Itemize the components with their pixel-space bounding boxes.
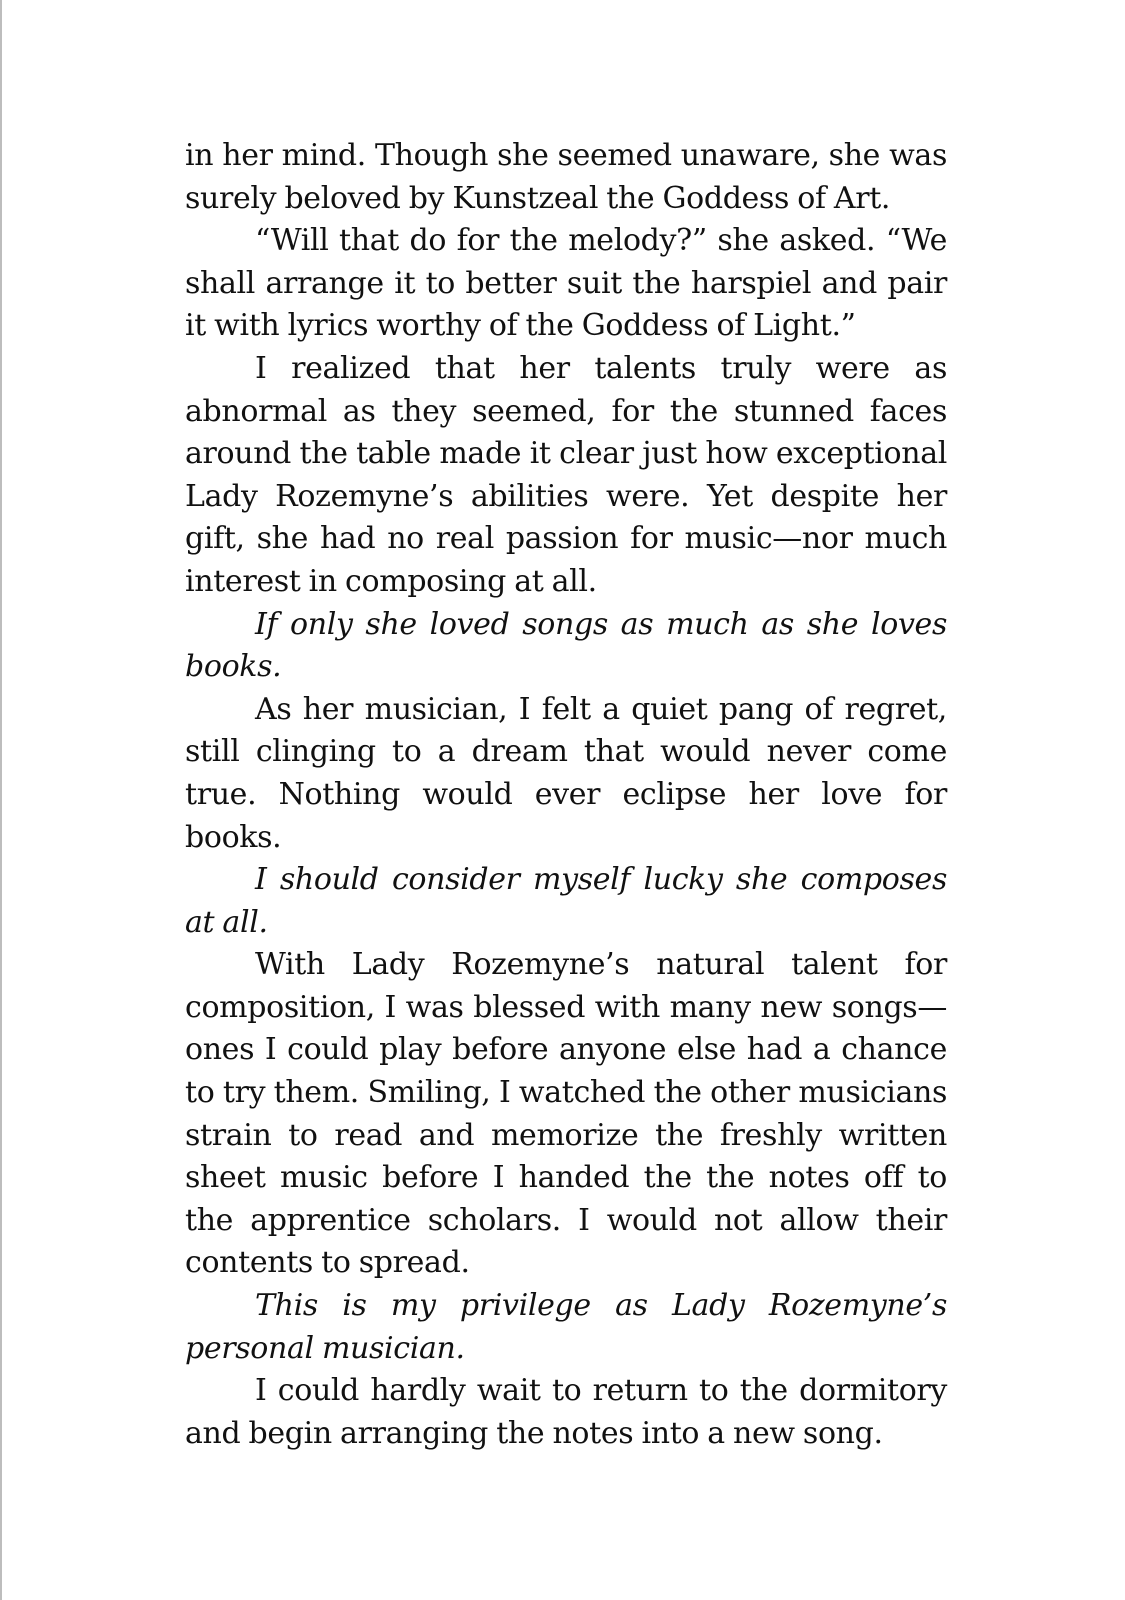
paragraph-5: With Lady Rozemyne’s natural talent for composition, I was blessed with many new songs—ones I could play before anyone else had a chance to try them. Smiling, I watched the other musicians strain to read and memorize the freshly written sheet music before I handed the the notes off to the apprentice scholars. I would not allow their contents to spread. <box>185 947 947 1281</box>
italic-thought-1: If only she loved songs as much as she loves books. <box>185 606 947 685</box>
paragraph-3: I realized that her talents truly were as abnormal as they seemed, for the stunned faces around the table made it clear just how exceptional Lady Rozemyne’s abilities were. Yet despite her gift, she had no real passion for music—nor much interest in composing at all. <box>185 350 947 599</box>
paragraph-2: “Will that do for the melody?” she asked. “We shall arrange it to better suit the harspiel and pair it with lyrics worthy of the Goddess of Light.” <box>185 223 947 344</box>
paragraph-1: in her mind. Though she seemed unaware, she was surely beloved by Kunstzeal the Goddess of Art. <box>185 138 947 216</box>
page-edge <box>0 0 2 1600</box>
italic-thought-2: I should consider myself lucky she composes at all. <box>185 862 947 940</box>
paragraph-4: As her musician, I felt a quiet pang of regret, still clinging to a dream that would never come true. Nothing would ever eclipse her love for books. <box>185 691 947 855</box>
paragraph-6: I could hardly wait to return to the dormitory and begin arranging the notes into a new song. <box>185 1373 947 1451</box>
body-text <box>185 135 947 1455</box>
italic-thought-3: This is my privilege as Lady Rozemyne’s personal musician. <box>185 1288 947 1366</box>
